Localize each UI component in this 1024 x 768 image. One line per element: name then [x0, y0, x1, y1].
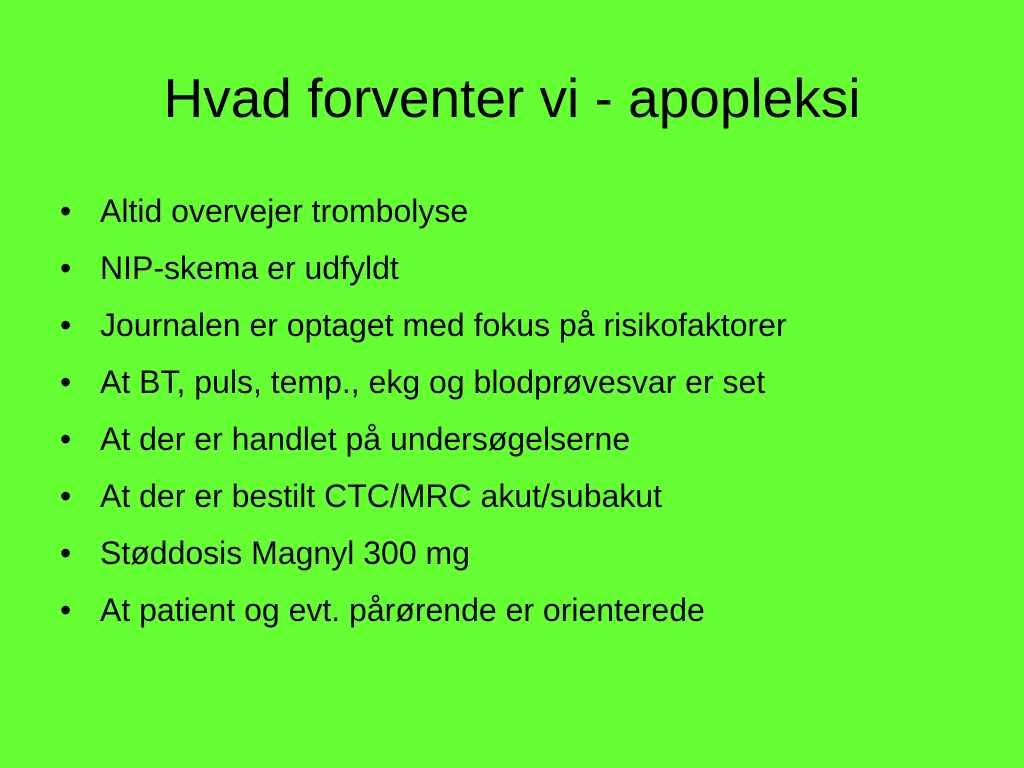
bullet-icon: •	[60, 535, 72, 571]
list-item-text: Altid overvejer trombolyse	[100, 193, 469, 229]
bullet-icon: •	[60, 250, 72, 286]
slide-title: Hvad forventer vi - apopleksi	[163, 67, 861, 129]
bullet-icon: •	[60, 478, 72, 514]
list-item-text: At patient og evt. pårørende er orienterede	[100, 592, 705, 628]
bullet-icon: •	[60, 364, 72, 400]
list-item-text: Støddosis Magnyl 300 mg	[100, 535, 470, 571]
list-item-text: At BT, puls, temp., ekg og blodprøvesvar er set	[100, 364, 766, 400]
bullet-icon: •	[60, 421, 72, 457]
bullet-icon: •	[60, 592, 72, 628]
list-item-text: At der er handlet på undersøgelserne	[100, 421, 631, 457]
list-item-text: At der er bestilt CTC/MRC akut/subakut	[100, 478, 662, 514]
bullet-icon: •	[60, 307, 72, 343]
list-item-text: Journalen er optaget med fokus på risikofaktorer	[100, 307, 787, 343]
bullet-icon: •	[60, 193, 72, 229]
list-item-text: NIP-skema er udfyldt	[100, 250, 399, 286]
